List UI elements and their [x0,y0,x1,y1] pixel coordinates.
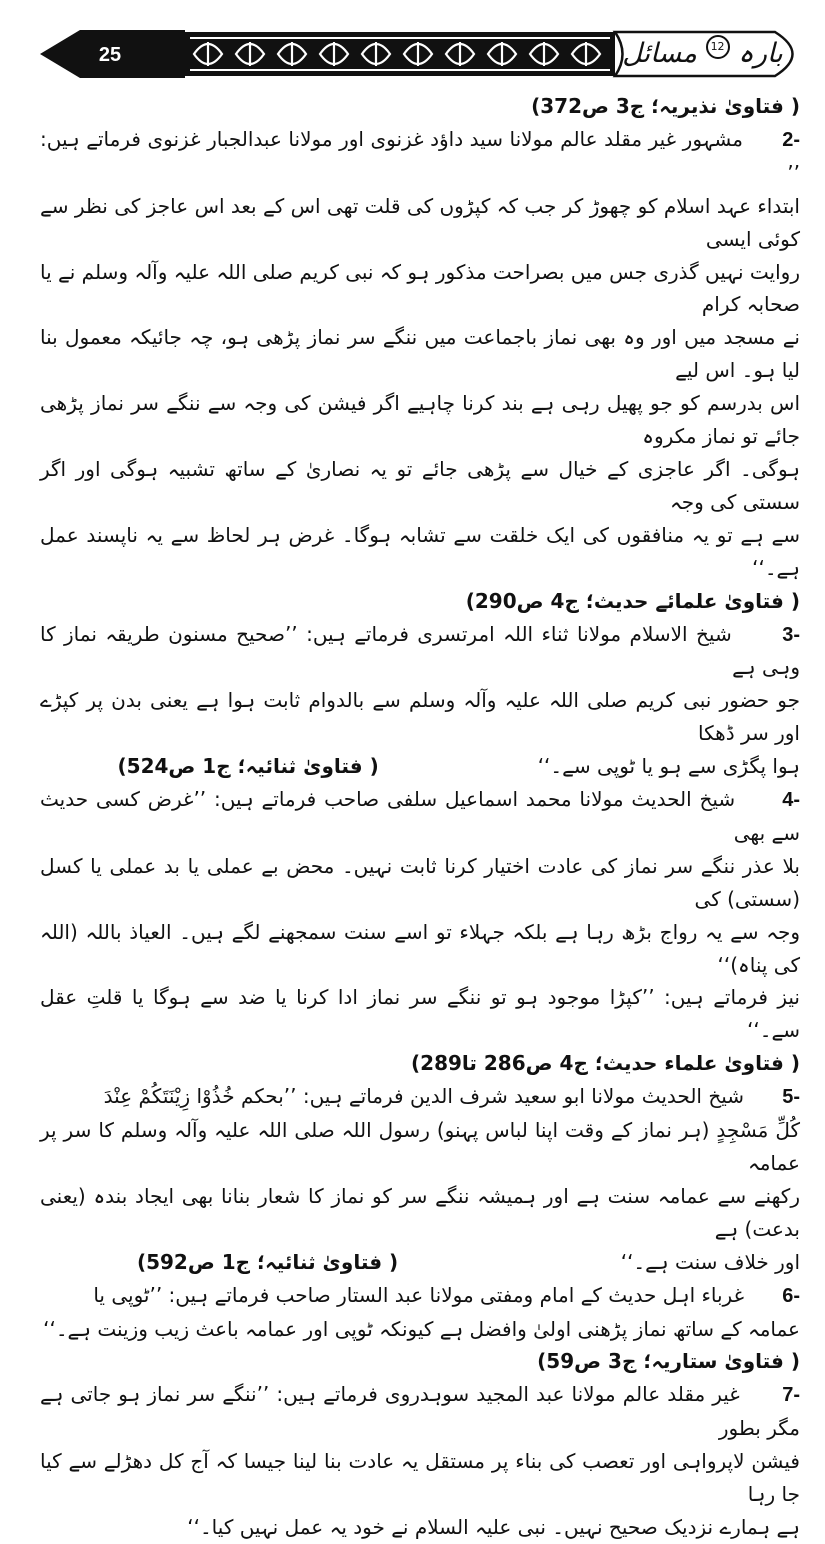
item-2 [40,123,800,190]
text-line: شیخ الاسلام مولانا ثناء اللہ امرتسری فرماتے ہیں: ’’صحیح مسنون طریقہ نماز کا وہی ہے [40,621,800,680]
item-7 [40,1378,800,1445]
text-line: ہے ہمارے نزدیک صحیح نہیں۔ نبی علیہ السلام نے خود یہ عمل نہیں کیا۔‘‘ [187,1514,800,1539]
item-number: -2 [782,128,800,151]
item-3 [40,618,800,685]
text-line: کُلِّ مَسْجِدٍ (ہر نماز کے وقت اپنا لباس پہنو) رسول اللہ صلی اللہ علیہ وآلہ وسلم کا سر پر عمامہ [40,1118,800,1175]
text-line: شیخ الحدیث مولانا ابو سعید شرف الدین فرماتے ہیں: ’’بحکم خُذُوْا زِیْنَتَکُمْ عِنْدَ [103,1084,745,1109]
item-number: -3 [782,623,800,646]
page-body [40,90,800,1539]
item-5 [40,1080,800,1114]
text-line: شیخ الحدیث مولانا محمد اسماعیل سلفی صاحب فرماتے ہیں: ’’غرض کسی حدیث سے بھی [40,787,800,845]
reference-line: ( فتاویٰ ثنائیہ؛ ج1 ص524) [117,754,379,779]
text-line: نے مسجد میں اور وہ بھی نماز باجماعت میں ننگے سر نماز پڑھی ہو، چہ جائیکہ معمول بنا لیا ہو۔ اس لیے [40,325,800,383]
text-line: اور خلاف سنت ہے۔‘‘ [620,1249,800,1274]
text-line: جو حضور نبی کریم صلی اللہ علیہ وآلہ وسلم سے بالدوام ثابت ہوا ہے یعنی بدن پر کپڑے اور سر ڈھکا [40,688,800,746]
item-number: -4 [782,789,800,812]
page-number: 25 [98,44,122,66]
text-line: نیز فرماتے ہیں: ’’کپڑا موجود ہو تو ننگے سر نماز ادا کرنا یا ضد سے ہوگا یا قلتِ عقل سے۔‘‘ [40,985,800,1043]
reference-line: ( فتاویٰ علمائے حدیث؛ ج4 ص290) [465,588,800,613]
book-title-prefix: بارہ [738,38,783,69]
text-line: روایت نہیں گذری جس میں بصراحت مذکور ہو کہ نبی کریم صلی اللہ علیہ وآلہ وسلم نے یا صحابہ کرام [40,259,800,317]
text-line: بلا عذر ننگے سر نماز کی عادت اختیار کرنا ثابت نہیں۔ محض بے عملی یا بد عملی یا کسل (سستی) کی [40,853,800,911]
text-line: ابتداء عہد اسلام کو چھوڑ کر جب کہ کپڑوں کی قلت تھی اس کے بعد اس عاجز کی نظر سے کوئی ایسی [40,193,800,251]
text-line-with-reference [40,750,800,783]
text-line: غیر مقلد عالم مولانا عبد المجید سوہدروی فرماتے ہیں: ’’ننگے سر نماز ہو جاتی ہے مگر بطور [40,1382,800,1441]
item-4 [40,783,800,850]
book-title [620,30,785,78]
book-title-badge: 12 [706,35,730,59]
item-number: -7 [782,1384,800,1407]
item-number: -6 [782,1284,800,1307]
text-line: ہوا پگڑی سے ہو یا ٹوپی سے۔‘‘ [537,754,800,779]
item-6 [40,1279,800,1313]
reference-line: ( فتاویٰ نذیریہ؛ ج3 ص372) [531,94,800,118]
reference-line: ( فتاویٰ علماء حدیث؛ ج4 ص286 تا289) [411,1051,800,1076]
text-line: رکھنے سے عمامہ سنت ہے اور ہمیشہ ننگے سر کو نماز کا شعار بنانا بھی ایجاد بندہ (یعنی بدعت) ہے [40,1183,800,1241]
text-line: عمامہ کے ساتھ نماز پڑھنی اولیٰ وافضل ہے کیونکہ ٹوپی اور عمامہ باعث زیب وزینت ہے۔‘‘ [43,1316,800,1341]
book-title-suffix: مسائل [622,38,697,69]
text-line: اس بدرسم کو جو پھیل رہی ہے بند کرنا چاہیے اگر فیشن کی وجہ سے ننگے سر نماز پڑھی جائے تو نماز مکروہ [40,391,800,449]
item-number: -5 [782,1086,800,1109]
text-line: مشہور غیر مقلد عالم مولانا سید داؤد غزنوی اور مولانا عبدالجبار غزنوی فرماتے ہیں: ’’ [40,126,800,185]
text-line: سے ہے تو یہ منافقوں کی ایک خلقت سے تشابہ ہوگا۔ غرض ہر لحاظ سے یہ ناپسند عمل ہے۔‘‘ [40,522,800,580]
reference-line: ( فتاویٰ ثنائیہ؛ ج1 ص592) [136,1249,399,1274]
text-line: فیشن لاپرواہی اور تعصب کی بناء پر مستقل یہ عادت بنا لینا جیسا کہ آج کل دھڑلے سے کیا جا رہا [40,1449,800,1507]
text-line-with-reference [40,1246,800,1279]
reference-line: ( فتاویٰ ستاریہ؛ ج3 ص59) [537,1349,800,1374]
text-line: وجہ سے یہ رواج بڑھ رہا ہے بلکہ جہلاء تو اسے سنت سمجھنے لگے ہیں۔ العیاذ باللہ (اللہ کی پناہ)‘‘ [40,919,800,977]
text-line: غرباء اہل حدیث کے امام ومفتی مولانا عبد الستار صاحب فرماتے ہیں: ’’ٹوپی یا [93,1282,745,1307]
text-line: ہوگی۔ اگر عاجزی کے خیال سے پڑھی جائے تو یہ نصاریٰ کے ساتھ تشبیہ ہوگی اور اگر سستی کی وجہ [40,456,800,514]
